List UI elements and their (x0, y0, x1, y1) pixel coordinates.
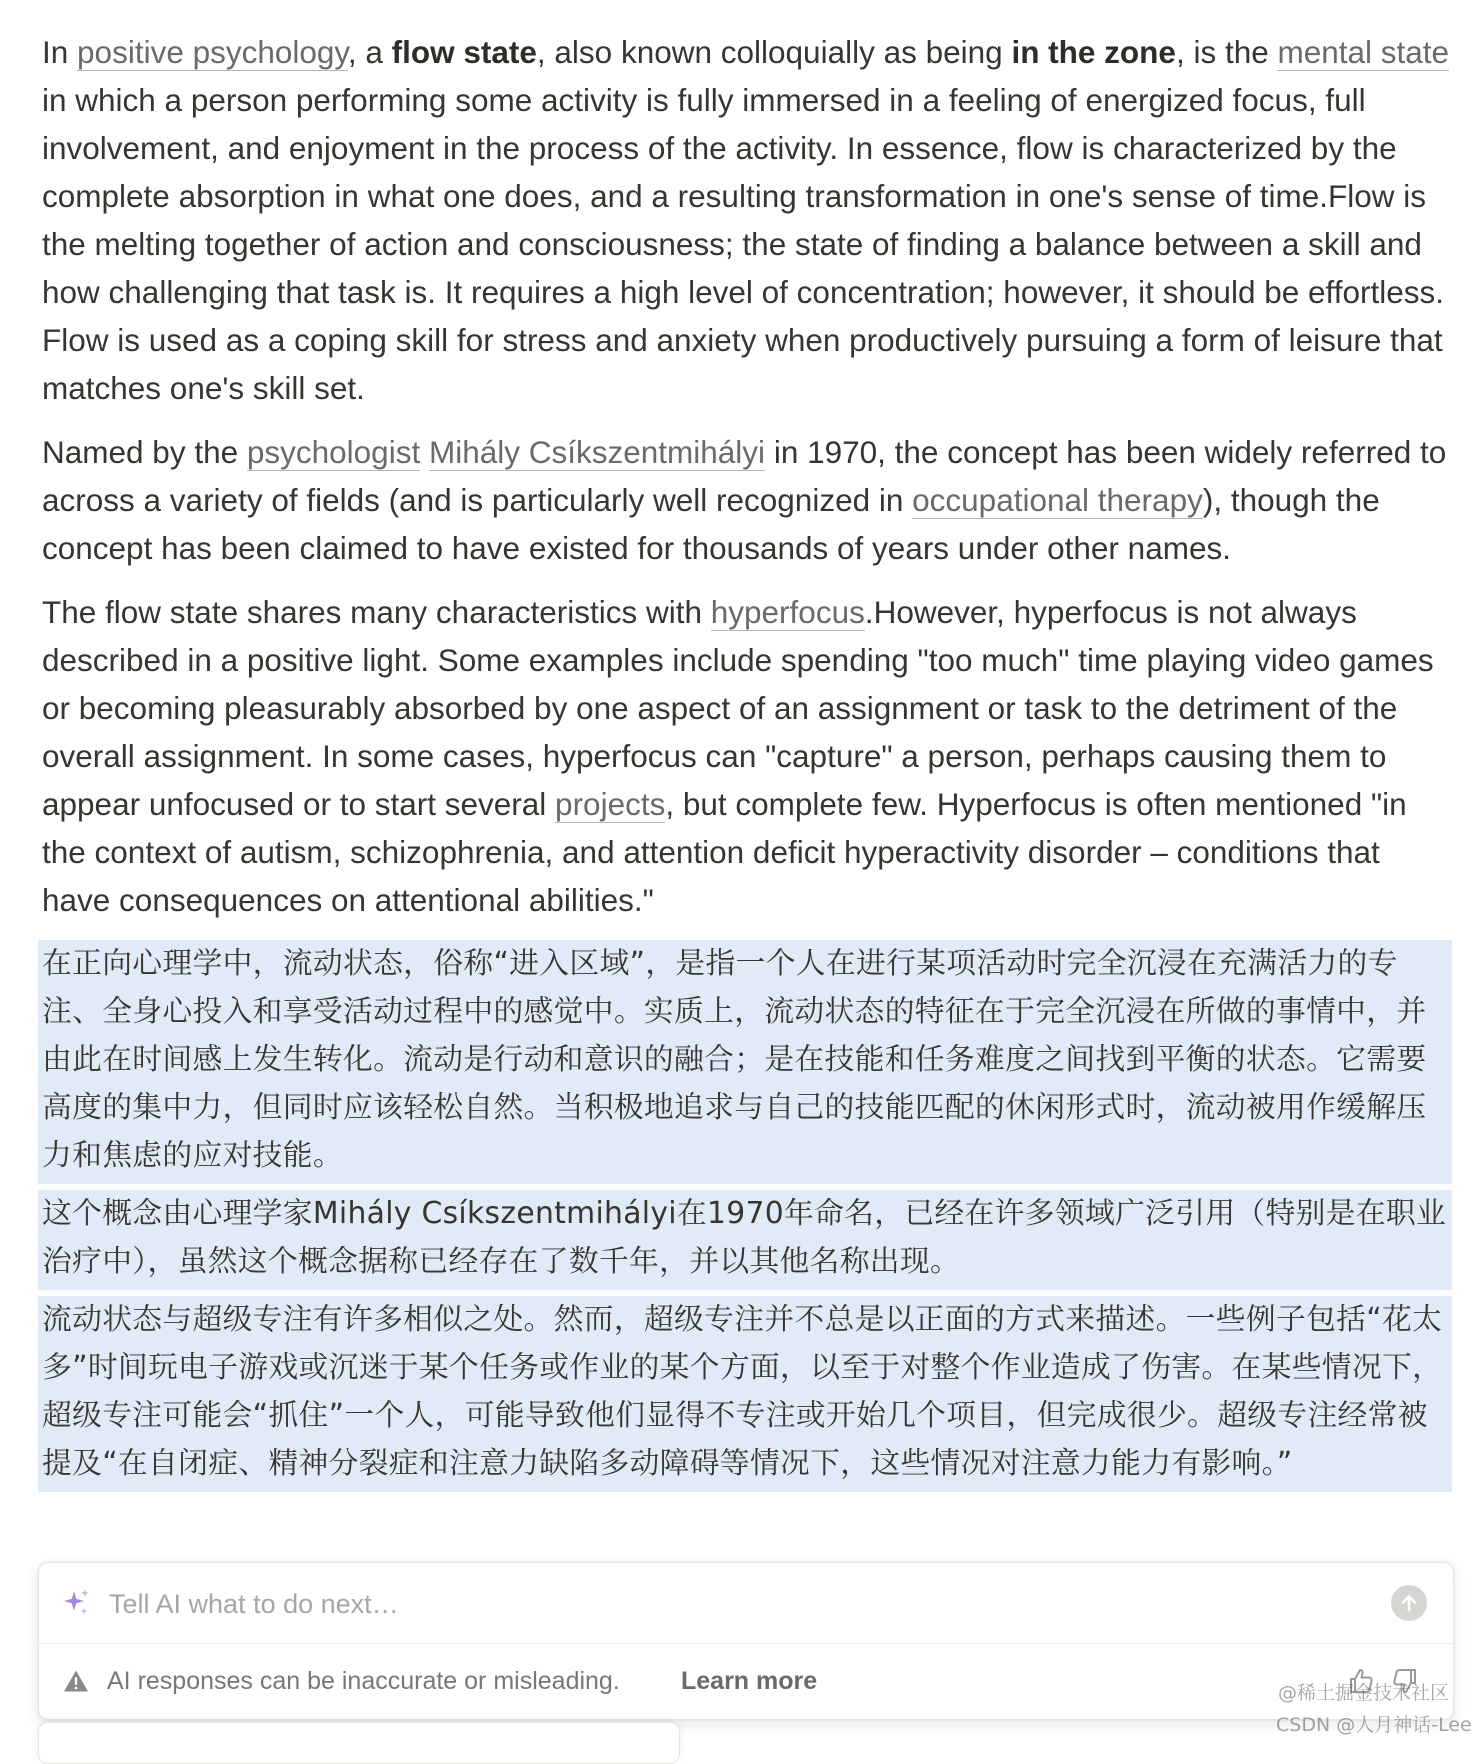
link-occupational-therapy[interactable]: occupational therapy (912, 482, 1203, 518)
paragraph-en-2 (42, 428, 1452, 572)
text-span: , is the (1175, 34, 1278, 70)
ai-generated-block-zh-2[interactable] (38, 1190, 1452, 1290)
link-mental-state[interactable]: mental state (1277, 34, 1450, 70)
ai-generated-block-zh-1[interactable] (38, 940, 1452, 1184)
link-projects[interactable]: projects (555, 786, 666, 822)
paragraph-zh-3: 流动状态与超级专注有许多相似之处。然而，超级专注并不总是以正面的方式来描述。一些例子包括“花太多”时间玩电子游戏或沉迷于某个任务或作业的某个方面，以至于对整个作业造成了伤害。在某些情况下，超级专注可能会“抓住”一个人，可能导致他们显得不专注或开始几个项目，但完成很少。超级专注经常被提及“在自闭症、精神分裂症和注意力缺陷多动障碍等情况下，这些情况对注意力能力有影响。” (42, 1302, 1443, 1481)
paragraph-en-3 (42, 588, 1452, 924)
text-span: in 1970, the concept has been widely referred to across a variety of fields (and is particularly well recognized in (42, 434, 1447, 518)
paragraph-zh-2: 这个概念由心理学家Mihály Csíkszentmihályi在1970年命名，已经在许多领域广泛引用（特别是在职业治疗中），虽然这个概念据称已经存在了数千年，并以其他名称出现。 (42, 1196, 1447, 1279)
watermark-csdn: CSDN @人月神话-Lee (1276, 1714, 1472, 1736)
paragraph-zh-1: 在正向心理学中，流动状态，俗称“进入区域”，是指一个人在进行某项活动时完全沉浸在充满活力的专注、全身心投入和享受活动过程中的感觉中。实质上，流动状态的特征在于完全沉浸在所做的事情中，并由此在时间感上发生转化。流动是行动和意识的融合；是在技能和任务难度之间找到平衡的状态。它需要高度的集中力，但同时应该轻松自然。当积极地追求与自己的技能匹配的休闲形式时，流动被用作缓解压力和焦虑的应对技能。 (42, 946, 1427, 1173)
text-span: .However, hyperfocus is not always described in a positive light. Some examples include spending "too much" time playing video games or becoming pleasurably absorbed by one aspect of an assignment or task to the detriment of the overall assignment. In some cases, hyperfocus can "capture" a person, perhaps causing them to appear unfocused or to start several (42, 594, 1434, 822)
link-hyperfocus[interactable]: hyperfocus (710, 594, 865, 630)
ai-prompt-input[interactable] (107, 1581, 1311, 1627)
link-psychologist[interactable]: psychologist (246, 434, 421, 470)
bold-flow-state: flow state (391, 34, 537, 70)
send-arrow-icon (1398, 1592, 1420, 1614)
text-span: , also known colloquially as being (536, 34, 1012, 70)
text-span: In (42, 34, 78, 70)
ai-disclaimer-text: AI responses can be inaccurate or misleading. (107, 1667, 620, 1695)
text-span: Named by the (42, 434, 247, 470)
warning-icon (63, 1669, 89, 1693)
sparkle-icon (61, 1587, 93, 1619)
send-button[interactable] (1391, 1585, 1427, 1621)
text-span: in which a person performing some activity is fully immersed in a feeling of energized focus, full involvement, and enjoyment in the process of the activity. In essence, flow is characterized by the complete absorption in what one does, and a resulting transformation in one's sense of time.Flow is the melting together of action and consciousness; the state of finding a balance between a skill and how challenging that task is. It requires a high level of concentration; however, it should be effortless. Flow is used as a coping skill for stress and anxiety when productively pursuing a form of leisure that matches one's skill set. (42, 82, 1444, 406)
text-span: The flow state shares many characteristics with (42, 594, 711, 630)
learn-more-link[interactable]: Learn more (681, 1667, 818, 1695)
paragraph-en-1 (42, 28, 1452, 412)
watermark-juejin: @稀土掘金技术社区 (1278, 1682, 1450, 1704)
bold-in-the-zone: in the zone (1011, 34, 1176, 70)
link-csikszentmihalyi[interactable]: Mihály Csíkszentmihályi (428, 434, 766, 470)
ai-disclaimer-row (39, 1643, 1453, 1719)
document-body (42, 28, 1452, 1498)
ai-input-row (39, 1563, 1453, 1644)
text-span: , a (347, 34, 392, 70)
link-positive-psychology[interactable]: positive psychology (77, 34, 348, 70)
text-span (420, 434, 429, 470)
ai-prompt-panel (38, 1562, 1454, 1720)
text-span: , but complete few. Hyperfocus is often mentioned "in the context of autism, schizophrenia, and attention deficit hyperactivity disorder – conditions that have consequences on attentional abilities." (42, 786, 1407, 918)
ai-suggestions-card[interactable] (38, 1722, 680, 1764)
text-span: ), though the concept has been claimed to have existed for thousands of years under other names. (42, 482, 1380, 566)
ai-generated-block-zh-3[interactable] (38, 1296, 1452, 1492)
